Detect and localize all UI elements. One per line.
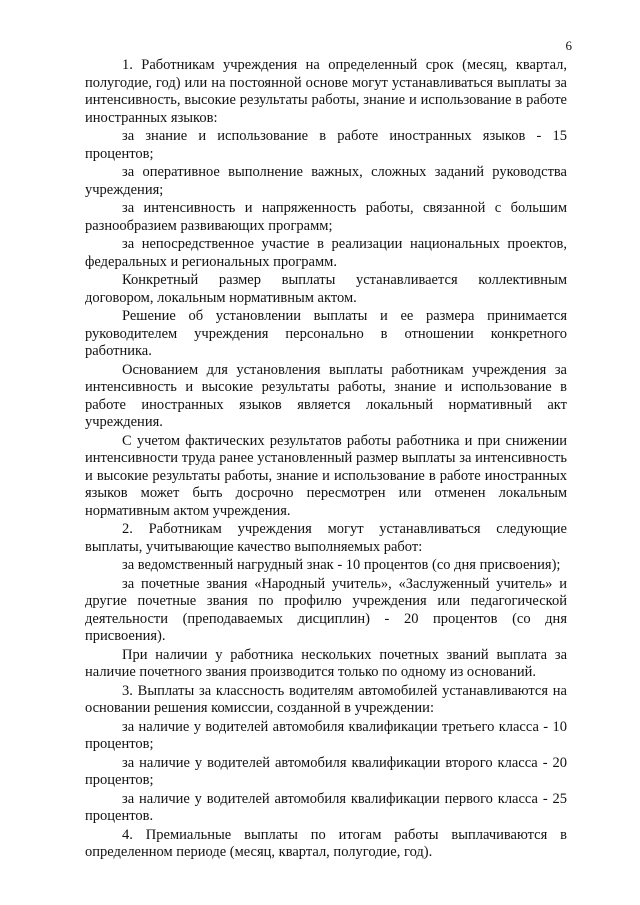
paragraph: за непосредственное участие в реализации национальных проектов, федеральных и региональных программ.	[85, 236, 567, 270]
paragraph: за наличие у водителей автомобиля квалификации третьего класса - 10 процентов;	[85, 718, 567, 752]
paragraph: за наличие у водителей автомобиля квалификации первого класса - 25 процентов.	[85, 790, 567, 824]
paragraph: за знание и использование в работе иностранных языков - 15 процентов;	[85, 128, 567, 162]
paragraph: 1. Работникам учреждения на определенный срок (месяц, квартал, полугодие, год) или на постоянной основе могут устанавливаться выплаты за интенсивность, высокие результаты работы, знание и использование в работе иностранных языков:	[85, 57, 567, 126]
document-body	[85, 57, 567, 862]
page-number: 6	[565, 38, 572, 53]
paragraph: 3. Выплаты за классность водителям автомобилей устанавливаются на основании решения комиссии, созданной в учреждении:	[85, 682, 567, 716]
paragraph: При наличии у работника нескольких почетных званий выплата за наличие почетного звания производится только по одному из оснований.	[85, 646, 567, 680]
paragraph: за интенсивность и напряженность работы, связанной с большим разнообразием развивающих программ;	[85, 200, 567, 234]
paragraph: за оперативное выполнение важных, сложных заданий руководства учреждения;	[85, 164, 567, 198]
paragraph: 2. Работникам учреждения могут устанавливаться следующие выплаты, учитывающие качество выполняемых работ:	[85, 521, 567, 555]
paragraph: Решение об установлении выплаты и ее размера принимается руководителем учреждения персонально в отношении конкретного работника.	[85, 308, 567, 359]
paragraph: Конкретный размер выплаты устанавливается коллективным договором, локальным нормативным актом.	[85, 272, 567, 306]
paragraph: С учетом фактических результатов работы работника и при снижении интенсивности труда ранее установленный размер выплаты за интенсивность и высокие результаты работы, знание и использование в работе иностранных языков может быть досрочно пересмотрен или отменен локальным нормативным актом учреждения.	[85, 432, 567, 519]
paragraph: за ведомственный нагрудный знак - 10 процентов (со дня присвоения);	[122, 557, 561, 573]
paragraph: Основанием для установления выплаты работникам учреждения за интенсивность и высокие результаты работы, знание и использование в работе иностранных языков является локальный нормативный акт учреждения.	[85, 361, 567, 430]
paragraph: за наличие у водителей автомобиля квалификации второго класса - 20 процентов;	[85, 754, 567, 788]
paragraph: за почетные звания «Народный учитель», «Заслуженный учитель» и другие почетные звания по профилю учреждения или педагогической деятельности (преподаваемых дисциплин) - 20 процентов (со дня присвоения).	[85, 575, 567, 644]
paragraph: 4. Премиальные выплаты по итогам работы выплачиваются в определенном периоде (месяц, квартал, полугодие, год).	[85, 826, 567, 860]
